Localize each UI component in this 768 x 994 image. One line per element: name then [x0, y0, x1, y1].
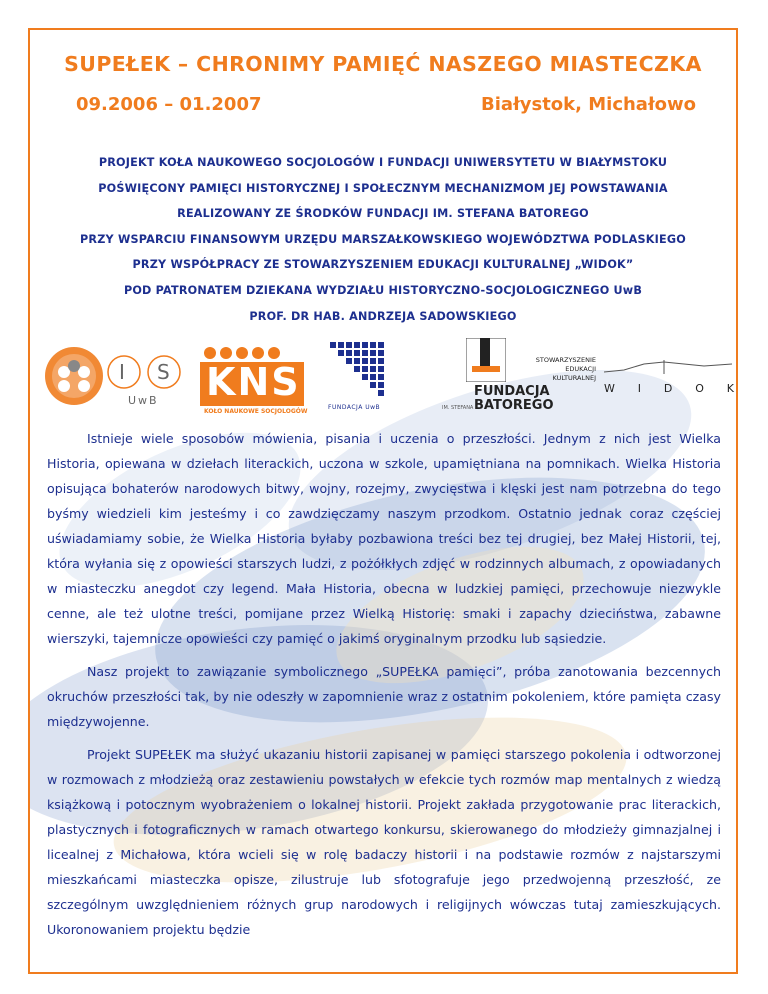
- batory-prefix: IM. STEFANA: [442, 405, 474, 411]
- project-line: POD PATRONATEM DZIEKANA WYDZIAŁU HISTORYCZNO-SOCJOLOGICZNEGO UwB: [123, 283, 643, 297]
- batory-emblem: [466, 338, 506, 382]
- fundacja-uwb-logo-graphic: [324, 340, 404, 410]
- project-line: PRZY WSPARCIU FINANSOWYM URZĘDU MARSZAŁKOWSKIEGO WOJEWÓDZTWA PODLASKIEGO: [80, 232, 686, 246]
- project-info: [30, 150, 736, 329]
- kns-logo: [196, 346, 308, 418]
- widok-letter: I: [637, 382, 641, 395]
- paragraph: Nasz projekt to zawiązanie symbolicznego „SUPEŁKA pamięci”, próba zanotowania bezcennych okruchów przeszłości tak, by nie odeszły w zapomnienie wraz z ostatnim pokoleniem, które pamięta czasy międzywojenne.: [47, 664, 721, 729]
- project-line: PRZY WSPÓŁPRACY ZE STOWARZYSZENIEM EDUKACJI KULTURALNEJ „WIDOK”: [132, 258, 634, 272]
- widok-line1: STOWARZYSZENIE: [535, 356, 596, 364]
- kns-text: KNS: [206, 360, 301, 404]
- project-line: REALIZOWANY ZE ŚRODKÓW FUNDACJI IM. STEFANA BATOREGO: [177, 207, 589, 221]
- sponsor-logos: [30, 338, 736, 418]
- fundacja-uwb-logo: [324, 340, 404, 416]
- is-uwb-logo: [42, 342, 192, 412]
- is-letter-s: S: [157, 360, 170, 384]
- widok-letter: O: [695, 382, 704, 395]
- widok-org-name: [530, 356, 596, 383]
- project-dates: 09.2006 – 01.2007: [76, 94, 262, 115]
- kns-sub-label: KOŁO NAUKOWE SOCJOLOGÓW: [204, 408, 308, 415]
- widok-letter: K: [726, 382, 734, 395]
- project-line: PROF. DR HAB. ANDRZEJA SADOWSKIEGO: [249, 309, 517, 323]
- project-line: POŚWIĘCONY PAMIĘCI HISTORYCZNEJ I SPOŁECZNYM MECHANIZMOM JEJ POWSTAWANIA: [98, 181, 668, 195]
- widok-letter: W: [604, 382, 615, 395]
- widok-line3: KULTURALNEJ: [552, 374, 596, 382]
- widok-letters: [604, 382, 734, 395]
- widok-logo: [530, 356, 734, 406]
- page-title: SUPEŁEK – CHRONIMY PAMIĘĆ NASZEGO MIASTECZKA: [64, 52, 702, 76]
- widok-letter: D: [663, 382, 673, 395]
- batory-line1: FUNDACJA: [474, 384, 550, 399]
- paragraph: Istnieje wiele sposobów mówienia, pisania i uczenia o przeszłości. Jednym z nich jest Wielka Historia, opiewana w dziełach literackich, uczona w szkole, upamiętniana na pomnikach. Wielka Historia opisująca bohaterów narodowych bitwy, wojny, rozejmy, zwycięstwa i klęski jest nam potrzebna do tego byśmy wiedzieli kim jesteśmy i co zawdzięczamy naszym przodkom. Ostatnio jednak coraz częściej uświadamiamy sobie, że Wielka Historia byłaby pozbawiona treści bez tej drugiej, bez Małej Historii, tej, która wyłania się z opowieści starszych ludzi, z pożółkłych zdjęć w rodzinnych albumach, z opowiadanych w miasteczku anegdot czy legend. Mała Historia, obecna w ludzkiej pamięci, przechowuje niezwykle cenne, ale też ulotne treści, pomijane przez Wielką Historię: smaki i zapachy dzieciństwa, zabawne wierszyki, tajemnicze opowieści czy pamięć o jakimś oryginalnym przodku lub sąsiedzie.: [47, 431, 721, 646]
- batory-line2: BATOREGO: [474, 398, 554, 413]
- fundacja-batorego-logo: [442, 338, 554, 418]
- body-text: [47, 426, 721, 950]
- fundacja-uwb-label: FUNDACJA UwB: [328, 404, 381, 411]
- widok-skyline: [604, 358, 732, 376]
- paragraph: Projekt SUPEŁEK ma służyć ukazaniu historii zapisanej w pamięci starszego pokolenia i odtworzonej w rozmowach z młodzieżą oraz zestawieniu powstałych w efekcie tych rozmów map mentalnych z wiedzą książkową i potocznym wyobrażeniem o lokalnej historii. Projekt zakłada przygotowanie prac literackich, plastycznych i fotograficznych w ramach otwartego konkursu, skierowanego do młodzieży gimnazjalnej i licealnej z Michałowa, która wcieli się w rolę badaczy historii i na podstawie rozmów z najstarszymi mieszkańcami miasteczka opisze, zilustruje lub sfotografuje jego przedwojenną przeszłość, ze szczególnym uwzględnieniem różnych grup narodowych i religijnych wówczas tutaj zamieszkujących. Ukoronowaniem projektu będzie: [47, 747, 721, 937]
- is-letter-i: I: [119, 360, 125, 384]
- project-line: PROJEKT KOŁA NAUKOWEGO SOCJOLOGÓW I FUNDACJI UNIWERSYTETU W BIAŁYMSTOKU: [98, 156, 668, 169]
- is-sub-label: UwB: [128, 394, 159, 407]
- widok-line2: EDUKACJI: [565, 365, 596, 373]
- project-place: Białystok, Michałowo: [481, 94, 696, 115]
